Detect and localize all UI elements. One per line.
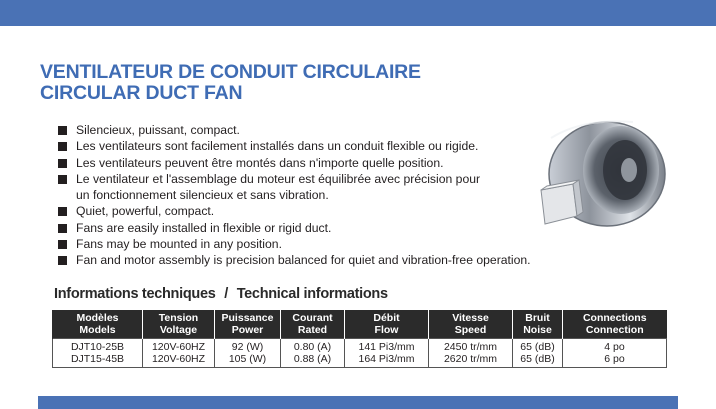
bottom-banner-bar xyxy=(38,396,678,409)
cell-speed: 2450 tr/mm 2620 tr/mm xyxy=(429,339,513,368)
title-english: CIRCULAR DUCT FAN xyxy=(40,82,243,104)
spec-heading-separator: / xyxy=(224,286,228,302)
feature-item: Fans may be mounted in any position. xyxy=(58,236,531,252)
column-header-connection: Connections Connection xyxy=(563,310,667,339)
feature-item: Le ventilateur et l'assemblage du moteur est équilibrée avec précision pour xyxy=(58,171,531,187)
feature-list xyxy=(58,122,531,269)
column-header-current: Courant Rated xyxy=(281,310,345,339)
spec-heading-english: Technical informations xyxy=(236,286,388,302)
top-banner-bar xyxy=(0,0,716,26)
title-french: VENTILATEUR DE CONDUIT CIRCULAIRE xyxy=(40,61,421,83)
duct-fan-image xyxy=(533,112,673,230)
spec-heading xyxy=(54,286,388,302)
feature-item: Les ventilateurs sont facilement installés dans un conduit flexible ou rigide. xyxy=(58,138,531,154)
column-header-noise: Bruit Noise xyxy=(513,310,563,339)
feature-item: Silencieux, puissant, compact. xyxy=(58,122,531,138)
cell-models: DJT10-25B DJT15-45B xyxy=(53,339,143,368)
column-header-models: Modèles Models xyxy=(53,310,143,339)
spec-table xyxy=(52,310,667,368)
feature-item: Fan and motor assembly is precision balanced for quiet and vibration-free operation. xyxy=(58,252,531,268)
column-header-speed: Vitesse Speed xyxy=(429,310,513,339)
column-header-voltage: Tension Voltage xyxy=(143,310,215,339)
feature-item: Les ventilateurs peuvent être montés dans n'importe quelle position. xyxy=(58,155,531,171)
feature-item: Quiet, powerful, compact. xyxy=(58,203,531,219)
cell-connection: 4 po 6 po xyxy=(563,339,667,368)
column-header-flow: Débit Flow xyxy=(345,310,429,339)
cell-noise: 65 (dB) 65 (dB) xyxy=(513,339,563,368)
cell-current: 0.80 (A) 0.88 (A) xyxy=(281,339,345,368)
page-title xyxy=(40,62,421,104)
column-header-power: Puissance Power xyxy=(215,310,281,339)
cell-flow: 141 Pi3/mm 164 Pi3/mm xyxy=(345,339,429,368)
cell-voltage: 120V-60HZ 120V-60HZ xyxy=(143,339,215,368)
cell-power: 92 (W) 105 (W) xyxy=(215,339,281,368)
feature-item: Fans are easily installed in flexible or rigid duct. xyxy=(58,220,531,236)
table-row xyxy=(53,339,667,368)
feature-item-continuation: un fonctionnement silencieux et sans vibration. xyxy=(76,188,329,203)
spec-heading-french: Informations techniques xyxy=(54,286,216,302)
table-header-row xyxy=(53,310,667,339)
